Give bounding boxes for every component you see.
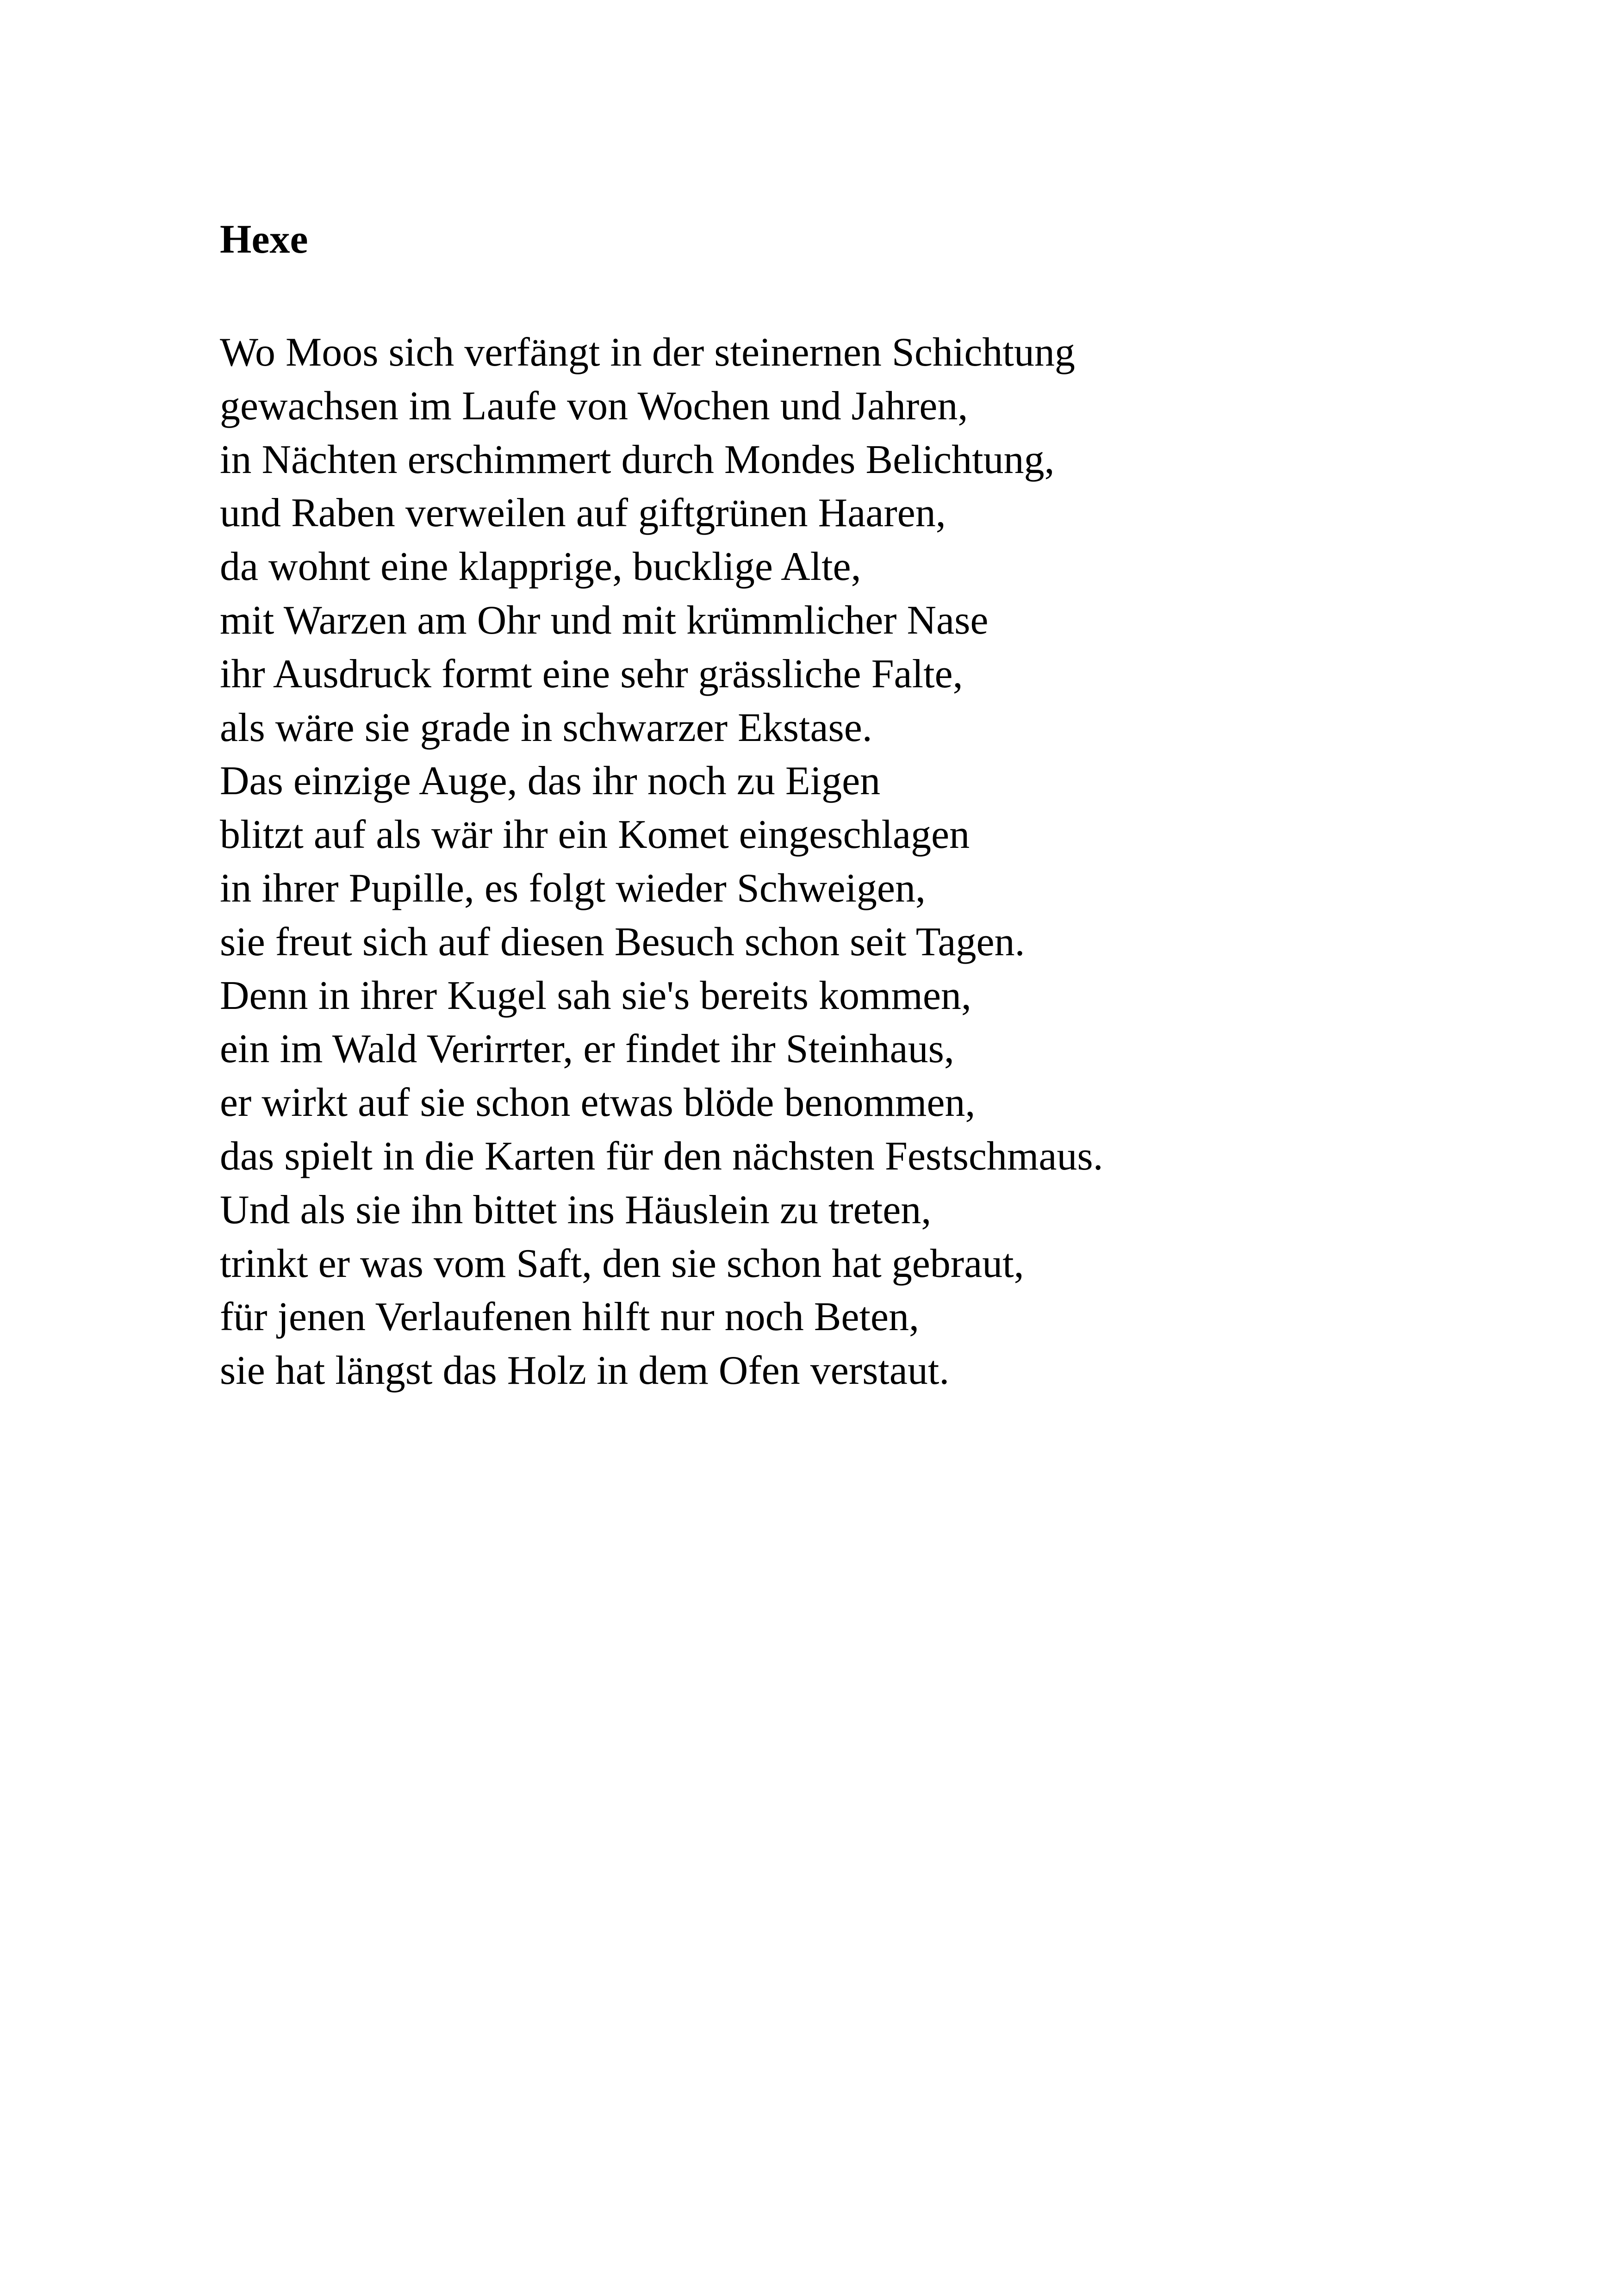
poem-line: Wo Moos sich verfängt in der steinernen Schichtung [220,330,1075,375]
poem-line: sie hat längst das Holz in dem Ofen verstaut. [220,1348,950,1394]
poem-title: Hexe [220,217,308,262]
poem-line: Und als sie ihn bittet ins Häuslein zu treten, [220,1187,932,1232]
poem-line: blitzt auf als wär ihr ein Komet eingeschlagen [220,812,970,858]
poem-body [220,326,1103,1398]
poem-line: gewachsen im Laufe von Wochen und Jahren, [220,383,968,429]
poem-line: mit Warzen am Ohr und mit krümmlicher Nase [220,597,989,643]
poem-line: Das einzige Auge, das ihr noch zu Eigen [220,759,881,804]
poem-line: das spielt in die Karten für den nächsten Festschmaus. [220,1133,1103,1179]
poem-line: für jenen Verlaufenen hilft nur noch Beten, [220,1294,919,1340]
poem-line: da wohnt eine klapprige, bucklige Alte, [220,544,861,590]
poem-line: Denn in ihrer Kugel sah sie's bereits kommen, [220,973,971,1018]
poem-line: als wäre sie grade in schwarzer Ekstase. [220,705,872,750]
poem-line: ein im Wald Verirrter, er findet ihr Steinhaus, [220,1027,954,1072]
poem-line: trinkt er was vom Saft, den sie schon hat gebraut, [220,1241,1024,1286]
poem-line: sie freut sich auf diesen Besuch schon seit Tagen. [220,919,1025,964]
poem-line: ihr Ausdruck formt eine sehr grässliche Falte, [220,651,963,697]
poem-line: in ihrer Pupille, es folgt wieder Schweigen, [220,865,926,911]
poem-line: und Raben verweilen auf giftgrünen Haaren, [220,491,946,536]
poem-line: er wirkt auf sie schon etwas blöde benommen, [220,1080,976,1126]
poem-line: in Nächten erschimmert durch Mondes Belichtung, [220,437,1055,482]
